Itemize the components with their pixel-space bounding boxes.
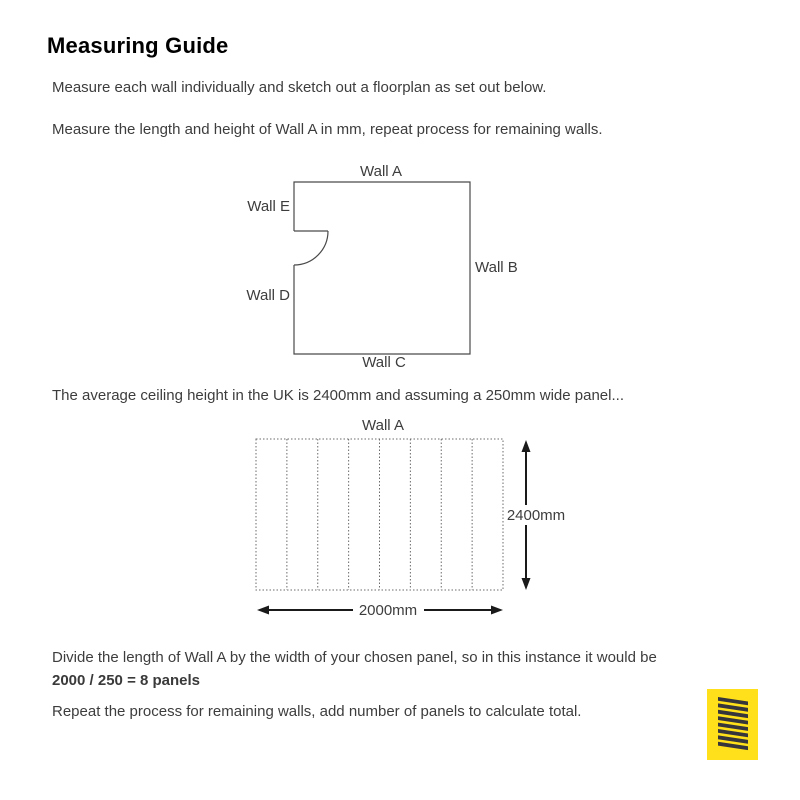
floorplan-label-wall-a: Wall A — [360, 163, 402, 180]
width-dimension-label: 2000mm — [358, 602, 418, 619]
calculation-line-1: Divide the length of Wall A by the width of your chosen panel, so in this instance it would be — [52, 649, 657, 666]
intro-line-2: Measure the length and height of Wall A in mm, repeat process for remaining walls. — [52, 121, 603, 138]
calculation-line-2: Repeat the process for remaining walls, add number of panels to calculate total. — [52, 703, 582, 720]
page-title: Measuring Guide — [47, 33, 229, 58]
floorplan-door-arc — [294, 231, 328, 265]
floorplan-label-wall-c: Wall C — [362, 354, 406, 371]
panel-dividers — [287, 439, 472, 590]
floorplan-label-wall-d: Wall D — [246, 287, 290, 304]
stacked-panels-icon — [707, 689, 758, 760]
company-logo — [707, 689, 758, 760]
floorplan-room-outline — [294, 182, 470, 354]
height-dimension-label: 2400mm — [506, 507, 566, 524]
panel-diagram-title: Wall A — [362, 417, 404, 434]
floorplan-diagram — [230, 150, 560, 380]
panel-diagram — [230, 405, 590, 635]
calculation-formula: 2000 / 250 = 8 panels — [52, 672, 201, 689]
floorplan-label-wall-b: Wall B — [475, 259, 518, 276]
panel-wall-outline — [256, 439, 503, 590]
floorplan-label-wall-e: Wall E — [247, 198, 290, 215]
ceiling-note: The average ceiling height in the UK is 2400mm and assuming a 250mm wide panel... — [52, 387, 624, 404]
intro-line-1: Measure each wall individually and sketch out a floorplan as set out below. — [52, 79, 547, 96]
